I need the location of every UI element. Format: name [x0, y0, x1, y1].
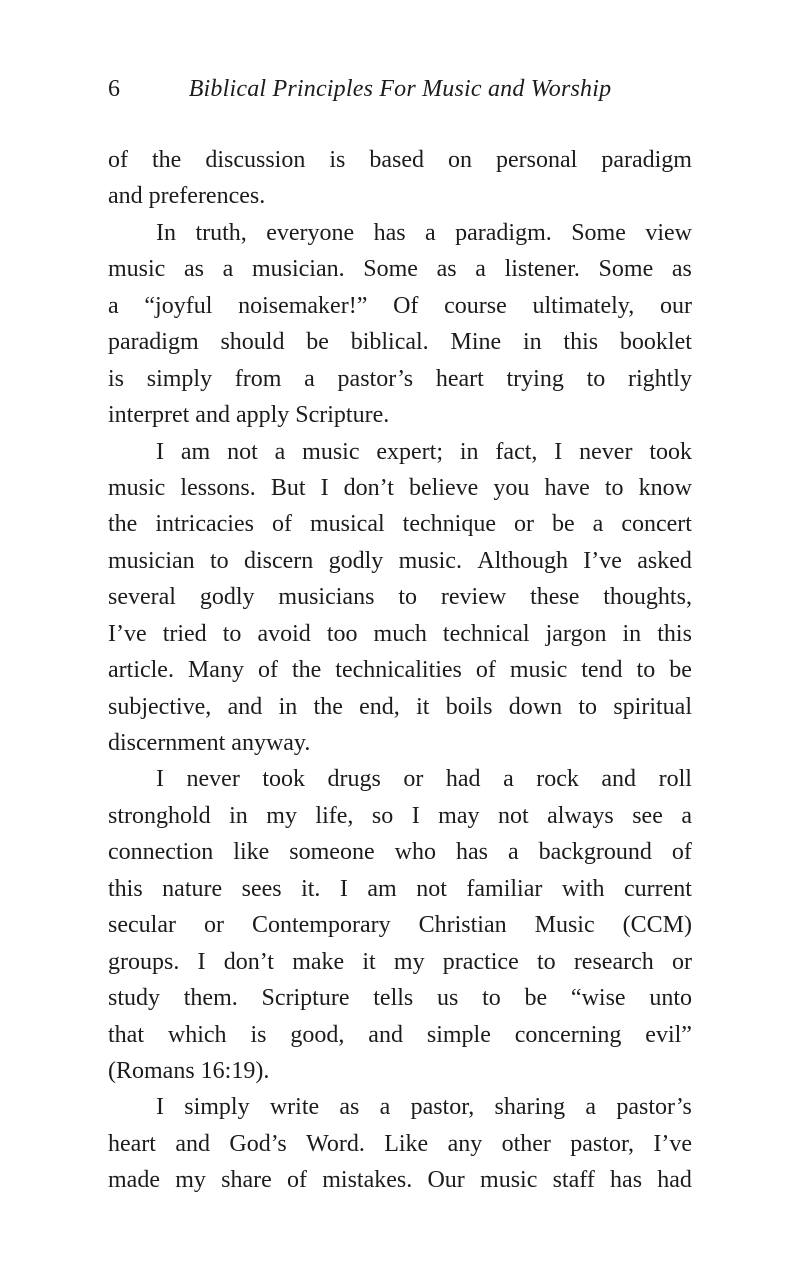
text-line: interpret and apply Scripture.: [108, 402, 390, 429]
text-line: secular or Contemporary Christian Music (CCM): [108, 912, 692, 939]
text-line: a “joyful noisemaker!” Of course ultimately, our: [108, 292, 692, 319]
text-line: that which is good, and simple concerning evil”: [108, 1021, 692, 1048]
text-line: heart and God’s Word. Like any other pastor, I’ve: [108, 1130, 692, 1157]
text-line: is simply from a pastor’s heart trying to rightly: [108, 365, 692, 392]
text-line: In truth, everyone has a paradigm. Some view: [156, 219, 692, 246]
text-line: I simply write as a pastor, sharing a pastor’s: [156, 1094, 692, 1121]
page-number: 6: [108, 76, 120, 102]
running-header: [108, 74, 692, 104]
text-line: musician to discern godly music. Although I’ve asked: [108, 547, 692, 574]
text-line: music as a musician. Some as a listener. Some as: [108, 256, 692, 283]
text-line: of the discussion is based on personal paradigm: [108, 147, 692, 173]
text-line: stronghold in my life, so I may not always see a: [108, 802, 692, 829]
text-line: I am not a music expert; in fact, I never took: [156, 438, 692, 465]
body-text: [108, 142, 692, 1199]
text-line: this nature sees it. I am not familiar with current: [108, 875, 692, 902]
text-line: and preferences.: [108, 183, 266, 210]
text-line: I’ve tried to avoid too much technical jargon in this: [108, 620, 692, 647]
text-line: the intricacies of musical technique or be a concert: [108, 511, 692, 538]
text-line: subjective, and in the end, it boils down to spiritual: [108, 693, 692, 720]
text-line: connection like someone who has a background of: [108, 839, 692, 866]
text-line: article. Many of the technicalities of music tend to be: [108, 657, 692, 684]
text-line: made my share of mistakes. Our music staff has had: [108, 1167, 692, 1194]
text-line: music lessons. But I don’t believe you have to know: [108, 474, 692, 501]
text-line: (Romans 16:19).: [108, 1057, 270, 1084]
running-title: Biblical Principles For Music and Worship: [188, 76, 612, 102]
text-line: I never took drugs or had a rock and roll: [156, 766, 692, 793]
text-line: discernment anyway.: [108, 730, 311, 756]
text-line: several godly musicians to review these thoughts,: [108, 584, 692, 611]
text-line: study them. Scripture tells us to be “wise unto: [108, 985, 692, 1012]
text-line: groups. I don’t make it my practice to research or: [108, 948, 692, 975]
text-line: paradigm should be biblical. Mine in this booklet: [108, 329, 692, 356]
